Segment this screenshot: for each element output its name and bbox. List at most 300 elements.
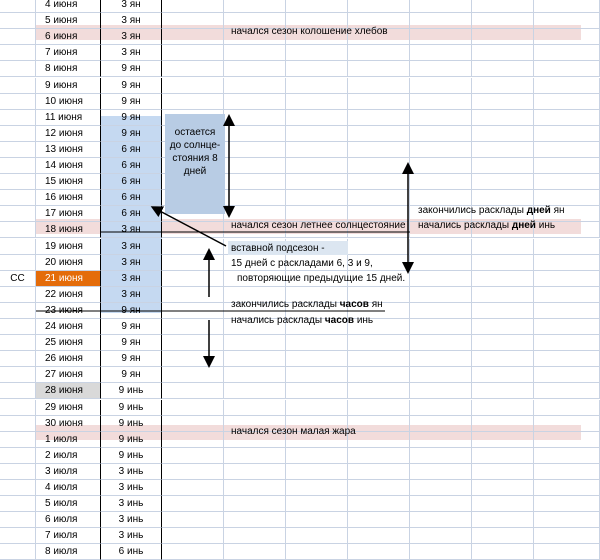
empty-cell[interactable] bbox=[224, 367, 286, 383]
value-cell[interactable]: 9 ян bbox=[101, 126, 162, 142]
empty-cell[interactable] bbox=[472, 480, 534, 496]
empty-cell[interactable] bbox=[410, 367, 472, 383]
empty-cell[interactable] bbox=[472, 0, 534, 13]
value-cell[interactable]: 9 инь bbox=[101, 400, 162, 416]
empty-cell[interactable] bbox=[534, 367, 600, 383]
empty-cell[interactable] bbox=[410, 287, 472, 303]
value-cell[interactable]: 9 ян bbox=[101, 110, 162, 126]
value-cell[interactable]: 9 ян bbox=[101, 319, 162, 335]
empty-cell[interactable] bbox=[224, 126, 286, 142]
date-cell[interactable]: 28 июня bbox=[36, 383, 101, 399]
date-cell[interactable]: 17 июня bbox=[36, 206, 101, 222]
empty-cell[interactable] bbox=[286, 174, 348, 190]
empty-cell[interactable] bbox=[348, 142, 410, 158]
empty-cell[interactable] bbox=[410, 174, 472, 190]
empty-cell[interactable] bbox=[286, 480, 348, 496]
empty-cell[interactable] bbox=[348, 239, 410, 255]
value-cell[interactable]: 3 инь bbox=[101, 512, 162, 528]
date-cell[interactable]: 4 июня bbox=[36, 0, 101, 13]
empty-cell[interactable] bbox=[410, 45, 472, 61]
empty-cell[interactable] bbox=[286, 110, 348, 126]
empty-cell[interactable] bbox=[410, 239, 472, 255]
marker-cell[interactable] bbox=[0, 287, 36, 303]
date-cell[interactable]: 26 июня bbox=[36, 351, 101, 367]
marker-cell[interactable] bbox=[0, 110, 36, 126]
empty-cell[interactable] bbox=[348, 512, 410, 528]
marker-cell[interactable] bbox=[0, 239, 36, 255]
date-cell[interactable]: 13 июня bbox=[36, 142, 101, 158]
empty-cell[interactable] bbox=[472, 448, 534, 464]
value-cell[interactable]: 9 ян bbox=[101, 351, 162, 367]
empty-cell[interactable] bbox=[224, 78, 286, 94]
date-cell[interactable]: 21 июня bbox=[36, 271, 101, 287]
empty-cell[interactable] bbox=[286, 190, 348, 206]
marker-cell[interactable] bbox=[0, 512, 36, 528]
empty-cell[interactable] bbox=[224, 61, 286, 77]
date-cell[interactable]: 12 июня bbox=[36, 126, 101, 142]
empty-cell[interactable] bbox=[348, 126, 410, 142]
empty-cell[interactable] bbox=[286, 142, 348, 158]
empty-cell[interactable] bbox=[348, 158, 410, 174]
empty-cell[interactable] bbox=[534, 61, 600, 77]
value-cell[interactable]: 9 инь bbox=[101, 416, 162, 432]
date-cell[interactable]: 5 июня bbox=[36, 13, 101, 29]
empty-cell[interactable] bbox=[534, 287, 600, 303]
marker-cell[interactable] bbox=[0, 303, 36, 319]
empty-cell[interactable] bbox=[472, 174, 534, 190]
empty-cell[interactable] bbox=[472, 544, 534, 560]
empty-cell[interactable] bbox=[162, 496, 224, 512]
date-cell[interactable]: 2 июля bbox=[36, 448, 101, 464]
empty-cell[interactable] bbox=[348, 110, 410, 126]
empty-cell[interactable] bbox=[162, 255, 224, 271]
empty-cell[interactable] bbox=[162, 544, 224, 560]
date-cell[interactable]: 22 июня bbox=[36, 287, 101, 303]
empty-cell[interactable] bbox=[534, 383, 600, 399]
empty-cell[interactable] bbox=[472, 271, 534, 287]
empty-cell[interactable] bbox=[162, 416, 224, 432]
empty-cell[interactable] bbox=[472, 158, 534, 174]
empty-cell[interactable] bbox=[472, 319, 534, 335]
empty-cell[interactable] bbox=[472, 335, 534, 351]
empty-cell[interactable] bbox=[472, 432, 534, 448]
empty-cell[interactable] bbox=[224, 448, 286, 464]
date-cell[interactable]: 4 июля bbox=[36, 480, 101, 496]
empty-cell[interactable] bbox=[410, 480, 472, 496]
marker-cell[interactable] bbox=[0, 367, 36, 383]
date-cell[interactable]: 10 июня bbox=[36, 94, 101, 110]
empty-cell[interactable] bbox=[472, 383, 534, 399]
date-cell[interactable]: 3 июля bbox=[36, 464, 101, 480]
marker-cell[interactable] bbox=[0, 351, 36, 367]
empty-cell[interactable] bbox=[472, 512, 534, 528]
empty-cell[interactable] bbox=[286, 367, 348, 383]
marker-cell[interactable] bbox=[0, 174, 36, 190]
empty-cell[interactable] bbox=[534, 45, 600, 61]
empty-cell[interactable] bbox=[472, 255, 534, 271]
empty-cell[interactable] bbox=[162, 78, 224, 94]
value-cell[interactable]: 6 инь bbox=[101, 544, 162, 560]
empty-cell[interactable] bbox=[224, 480, 286, 496]
empty-cell[interactable] bbox=[534, 110, 600, 126]
date-cell[interactable]: 7 июня bbox=[36, 45, 101, 61]
empty-cell[interactable] bbox=[534, 335, 600, 351]
empty-cell[interactable] bbox=[286, 335, 348, 351]
value-cell[interactable]: 9 ян bbox=[101, 94, 162, 110]
empty-cell[interactable] bbox=[162, 271, 224, 287]
marker-cell[interactable] bbox=[0, 255, 36, 271]
marker-cell[interactable] bbox=[0, 94, 36, 110]
value-cell[interactable]: 9 ян bbox=[101, 367, 162, 383]
date-cell[interactable]: 8 июля bbox=[36, 544, 101, 560]
empty-cell[interactable] bbox=[410, 158, 472, 174]
empty-cell[interactable] bbox=[410, 13, 472, 29]
empty-cell[interactable] bbox=[162, 45, 224, 61]
empty-cell[interactable] bbox=[348, 351, 410, 367]
date-cell[interactable]: 14 июня bbox=[36, 158, 101, 174]
empty-cell[interactable] bbox=[410, 335, 472, 351]
value-cell[interactable]: 3 ян bbox=[101, 271, 162, 287]
empty-cell[interactable] bbox=[224, 464, 286, 480]
empty-cell[interactable] bbox=[162, 367, 224, 383]
empty-cell[interactable] bbox=[410, 94, 472, 110]
empty-cell[interactable] bbox=[534, 303, 600, 319]
marker-cell[interactable] bbox=[0, 383, 36, 399]
empty-cell[interactable] bbox=[410, 512, 472, 528]
empty-cell[interactable] bbox=[224, 158, 286, 174]
empty-cell[interactable] bbox=[410, 400, 472, 416]
empty-cell[interactable] bbox=[472, 94, 534, 110]
value-cell[interactable]: 3 инь bbox=[101, 464, 162, 480]
empty-cell[interactable] bbox=[348, 190, 410, 206]
empty-cell[interactable] bbox=[162, 29, 224, 45]
empty-cell[interactable] bbox=[534, 13, 600, 29]
empty-cell[interactable] bbox=[472, 126, 534, 142]
value-cell[interactable]: 9 инь bbox=[101, 432, 162, 448]
date-cell[interactable]: 19 июня bbox=[36, 239, 101, 255]
empty-cell[interactable] bbox=[348, 367, 410, 383]
empty-cell[interactable] bbox=[410, 303, 472, 319]
value-cell[interactable]: 9 ян bbox=[101, 303, 162, 319]
marker-cell[interactable] bbox=[0, 222, 36, 238]
marker-cell[interactable] bbox=[0, 190, 36, 206]
empty-cell[interactable] bbox=[162, 13, 224, 29]
empty-cell[interactable] bbox=[534, 239, 600, 255]
value-cell[interactable]: 3 ян bbox=[101, 0, 162, 13]
empty-cell[interactable] bbox=[534, 544, 600, 560]
value-cell[interactable]: 3 инь bbox=[101, 528, 162, 544]
empty-cell[interactable] bbox=[534, 464, 600, 480]
marker-cell[interactable] bbox=[0, 544, 36, 560]
date-cell[interactable]: 6 июня bbox=[36, 29, 101, 45]
marker-cell[interactable] bbox=[0, 496, 36, 512]
empty-cell[interactable] bbox=[162, 303, 224, 319]
empty-cell[interactable] bbox=[410, 255, 472, 271]
empty-cell[interactable] bbox=[224, 335, 286, 351]
marker-cell[interactable] bbox=[0, 432, 36, 448]
empty-cell[interactable] bbox=[410, 78, 472, 94]
empty-cell[interactable] bbox=[534, 0, 600, 13]
value-cell[interactable]: 9 ян bbox=[101, 335, 162, 351]
date-cell[interactable]: 18 июня bbox=[36, 222, 101, 238]
date-cell[interactable]: 11 июня bbox=[36, 110, 101, 126]
empty-cell[interactable] bbox=[348, 78, 410, 94]
empty-cell[interactable] bbox=[534, 174, 600, 190]
empty-cell[interactable] bbox=[162, 480, 224, 496]
empty-cell[interactable] bbox=[286, 528, 348, 544]
empty-cell[interactable] bbox=[348, 448, 410, 464]
empty-cell[interactable] bbox=[162, 432, 224, 448]
marker-cell[interactable] bbox=[0, 464, 36, 480]
marker-cell[interactable] bbox=[0, 142, 36, 158]
empty-cell[interactable] bbox=[224, 512, 286, 528]
empty-cell[interactable] bbox=[534, 271, 600, 287]
marker-cell[interactable] bbox=[0, 400, 36, 416]
empty-cell[interactable] bbox=[162, 239, 224, 255]
value-cell[interactable]: 9 ян bbox=[101, 78, 162, 94]
empty-cell[interactable] bbox=[286, 61, 348, 77]
empty-cell[interactable] bbox=[348, 94, 410, 110]
date-cell[interactable]: 9 июня bbox=[36, 78, 101, 94]
empty-cell[interactable] bbox=[472, 239, 534, 255]
empty-cell[interactable] bbox=[348, 0, 410, 13]
empty-cell[interactable] bbox=[534, 29, 600, 45]
empty-cell[interactable] bbox=[286, 158, 348, 174]
value-cell[interactable]: 3 инь bbox=[101, 480, 162, 496]
empty-cell[interactable] bbox=[224, 496, 286, 512]
value-cell[interactable]: 9 инь bbox=[101, 448, 162, 464]
empty-cell[interactable] bbox=[162, 512, 224, 528]
empty-cell[interactable] bbox=[410, 0, 472, 13]
empty-cell[interactable] bbox=[472, 13, 534, 29]
date-cell[interactable]: 24 июня bbox=[36, 319, 101, 335]
empty-cell[interactable] bbox=[162, 351, 224, 367]
marker-cell[interactable] bbox=[0, 319, 36, 335]
empty-cell[interactable] bbox=[472, 303, 534, 319]
empty-cell[interactable] bbox=[348, 416, 410, 432]
empty-cell[interactable] bbox=[286, 512, 348, 528]
value-cell[interactable]: 6 ян bbox=[101, 174, 162, 190]
marker-cell[interactable] bbox=[0, 271, 36, 287]
empty-cell[interactable] bbox=[410, 271, 472, 287]
empty-cell[interactable] bbox=[286, 94, 348, 110]
empty-cell[interactable] bbox=[348, 496, 410, 512]
empty-cell[interactable] bbox=[224, 190, 286, 206]
empty-cell[interactable] bbox=[472, 45, 534, 61]
empty-cell[interactable] bbox=[472, 142, 534, 158]
empty-cell[interactable] bbox=[410, 29, 472, 45]
empty-cell[interactable] bbox=[472, 287, 534, 303]
empty-cell[interactable] bbox=[410, 319, 472, 335]
empty-cell[interactable] bbox=[472, 351, 534, 367]
empty-cell[interactable] bbox=[410, 351, 472, 367]
empty-cell[interactable] bbox=[348, 61, 410, 77]
empty-cell[interactable] bbox=[472, 496, 534, 512]
empty-cell[interactable] bbox=[534, 512, 600, 528]
empty-cell[interactable] bbox=[410, 110, 472, 126]
empty-cell[interactable] bbox=[286, 400, 348, 416]
empty-cell[interactable] bbox=[162, 335, 224, 351]
empty-cell[interactable] bbox=[348, 45, 410, 61]
marker-cell[interactable] bbox=[0, 29, 36, 45]
empty-cell[interactable] bbox=[286, 544, 348, 560]
date-cell[interactable]: 23 июня bbox=[36, 303, 101, 319]
empty-cell[interactable] bbox=[534, 126, 600, 142]
empty-cell[interactable] bbox=[162, 448, 224, 464]
empty-cell[interactable] bbox=[224, 0, 286, 13]
empty-cell[interactable] bbox=[162, 94, 224, 110]
empty-cell[interactable] bbox=[224, 544, 286, 560]
empty-cell[interactable] bbox=[410, 383, 472, 399]
value-cell[interactable]: 6 ян bbox=[101, 142, 162, 158]
date-cell[interactable]: 6 июля bbox=[36, 512, 101, 528]
empty-cell[interactable] bbox=[162, 0, 224, 13]
marker-cell[interactable] bbox=[0, 448, 36, 464]
empty-cell[interactable] bbox=[472, 464, 534, 480]
empty-cell[interactable] bbox=[348, 383, 410, 399]
empty-cell[interactable] bbox=[286, 383, 348, 399]
empty-cell[interactable] bbox=[286, 464, 348, 480]
empty-cell[interactable] bbox=[410, 448, 472, 464]
value-cell[interactable]: 3 ян bbox=[101, 45, 162, 61]
empty-cell[interactable] bbox=[472, 528, 534, 544]
empty-cell[interactable] bbox=[472, 367, 534, 383]
empty-cell[interactable] bbox=[534, 142, 600, 158]
empty-cell[interactable] bbox=[286, 45, 348, 61]
empty-cell[interactable] bbox=[410, 142, 472, 158]
empty-cell[interactable] bbox=[534, 94, 600, 110]
value-cell[interactable]: 3 инь bbox=[101, 496, 162, 512]
value-cell[interactable]: 3 ян bbox=[101, 29, 162, 45]
date-cell[interactable]: 15 июня bbox=[36, 174, 101, 190]
empty-cell[interactable] bbox=[534, 432, 600, 448]
empty-cell[interactable] bbox=[224, 351, 286, 367]
empty-cell[interactable] bbox=[348, 432, 410, 448]
value-cell[interactable]: 9 инь bbox=[101, 383, 162, 399]
empty-cell[interactable] bbox=[534, 158, 600, 174]
empty-cell[interactable] bbox=[286, 78, 348, 94]
empty-cell[interactable] bbox=[534, 78, 600, 94]
value-cell[interactable]: 3 ян bbox=[101, 287, 162, 303]
empty-cell[interactable] bbox=[472, 29, 534, 45]
empty-cell[interactable] bbox=[534, 255, 600, 271]
empty-cell[interactable] bbox=[534, 480, 600, 496]
empty-cell[interactable] bbox=[472, 416, 534, 432]
date-cell[interactable]: 5 июля bbox=[36, 496, 101, 512]
marker-cell[interactable] bbox=[0, 0, 36, 13]
marker-cell[interactable] bbox=[0, 45, 36, 61]
empty-cell[interactable] bbox=[286, 0, 348, 13]
empty-cell[interactable] bbox=[348, 528, 410, 544]
empty-cell[interactable] bbox=[472, 110, 534, 126]
empty-cell[interactable] bbox=[162, 400, 224, 416]
empty-cell[interactable] bbox=[286, 448, 348, 464]
empty-cell[interactable] bbox=[410, 544, 472, 560]
marker-cell[interactable] bbox=[0, 78, 36, 94]
date-cell[interactable]: 25 июня bbox=[36, 335, 101, 351]
empty-cell[interactable] bbox=[224, 45, 286, 61]
marker-cell[interactable] bbox=[0, 480, 36, 496]
empty-cell[interactable] bbox=[348, 400, 410, 416]
empty-cell[interactable] bbox=[534, 416, 600, 432]
value-cell[interactable]: 3 ян bbox=[101, 239, 162, 255]
date-cell[interactable]: 20 июня bbox=[36, 255, 101, 271]
empty-cell[interactable] bbox=[162, 319, 224, 335]
empty-cell[interactable] bbox=[534, 351, 600, 367]
empty-cell[interactable] bbox=[410, 432, 472, 448]
empty-cell[interactable] bbox=[224, 94, 286, 110]
date-cell[interactable]: 30 июня bbox=[36, 416, 101, 432]
marker-cell[interactable] bbox=[0, 335, 36, 351]
date-cell[interactable]: 27 июня bbox=[36, 367, 101, 383]
marker-cell[interactable] bbox=[0, 13, 36, 29]
empty-cell[interactable] bbox=[534, 448, 600, 464]
date-cell[interactable]: 16 июня bbox=[36, 190, 101, 206]
empty-cell[interactable] bbox=[348, 544, 410, 560]
empty-cell[interactable] bbox=[410, 61, 472, 77]
empty-cell[interactable] bbox=[224, 528, 286, 544]
empty-cell[interactable] bbox=[162, 222, 224, 238]
empty-cell[interactable] bbox=[286, 351, 348, 367]
empty-cell[interactable] bbox=[224, 174, 286, 190]
date-cell[interactable]: 8 июня bbox=[36, 61, 101, 77]
empty-cell[interactable] bbox=[162, 61, 224, 77]
empty-cell[interactable] bbox=[410, 528, 472, 544]
empty-cell[interactable] bbox=[286, 496, 348, 512]
value-cell[interactable]: 3 ян bbox=[101, 255, 162, 271]
empty-cell[interactable] bbox=[162, 528, 224, 544]
empty-cell[interactable] bbox=[410, 126, 472, 142]
empty-cell[interactable] bbox=[534, 496, 600, 512]
empty-cell[interactable] bbox=[410, 496, 472, 512]
empty-cell[interactable] bbox=[348, 464, 410, 480]
empty-cell[interactable] bbox=[224, 110, 286, 126]
empty-cell[interactable] bbox=[534, 400, 600, 416]
empty-cell[interactable] bbox=[224, 383, 286, 399]
marker-cell[interactable] bbox=[0, 206, 36, 222]
date-cell[interactable]: 1 июля bbox=[36, 432, 101, 448]
empty-cell[interactable] bbox=[534, 319, 600, 335]
empty-cell[interactable] bbox=[162, 287, 224, 303]
empty-cell[interactable] bbox=[472, 400, 534, 416]
marker-cell[interactable] bbox=[0, 158, 36, 174]
empty-cell[interactable] bbox=[348, 174, 410, 190]
marker-cell[interactable] bbox=[0, 528, 36, 544]
empty-cell[interactable] bbox=[534, 528, 600, 544]
empty-cell[interactable] bbox=[162, 383, 224, 399]
empty-cell[interactable] bbox=[162, 464, 224, 480]
date-cell[interactable]: 29 июня bbox=[36, 400, 101, 416]
value-cell[interactable]: 6 ян bbox=[101, 206, 162, 222]
value-cell[interactable]: 3 ян bbox=[101, 13, 162, 29]
value-cell[interactable]: 3 ян bbox=[101, 222, 162, 238]
empty-cell[interactable] bbox=[410, 464, 472, 480]
marker-cell[interactable] bbox=[0, 416, 36, 432]
empty-cell[interactable] bbox=[472, 61, 534, 77]
empty-cell[interactable] bbox=[348, 480, 410, 496]
empty-cell[interactable] bbox=[348, 335, 410, 351]
value-cell[interactable]: 9 ян bbox=[101, 61, 162, 77]
empty-cell[interactable] bbox=[286, 126, 348, 142]
empty-cell[interactable] bbox=[410, 416, 472, 432]
empty-cell[interactable] bbox=[224, 142, 286, 158]
empty-cell[interactable] bbox=[224, 400, 286, 416]
value-cell[interactable]: 6 ян bbox=[101, 190, 162, 206]
value-cell[interactable]: 6 ян bbox=[101, 158, 162, 174]
marker-cell[interactable] bbox=[0, 126, 36, 142]
marker-cell[interactable] bbox=[0, 61, 36, 77]
empty-cell[interactable] bbox=[472, 78, 534, 94]
